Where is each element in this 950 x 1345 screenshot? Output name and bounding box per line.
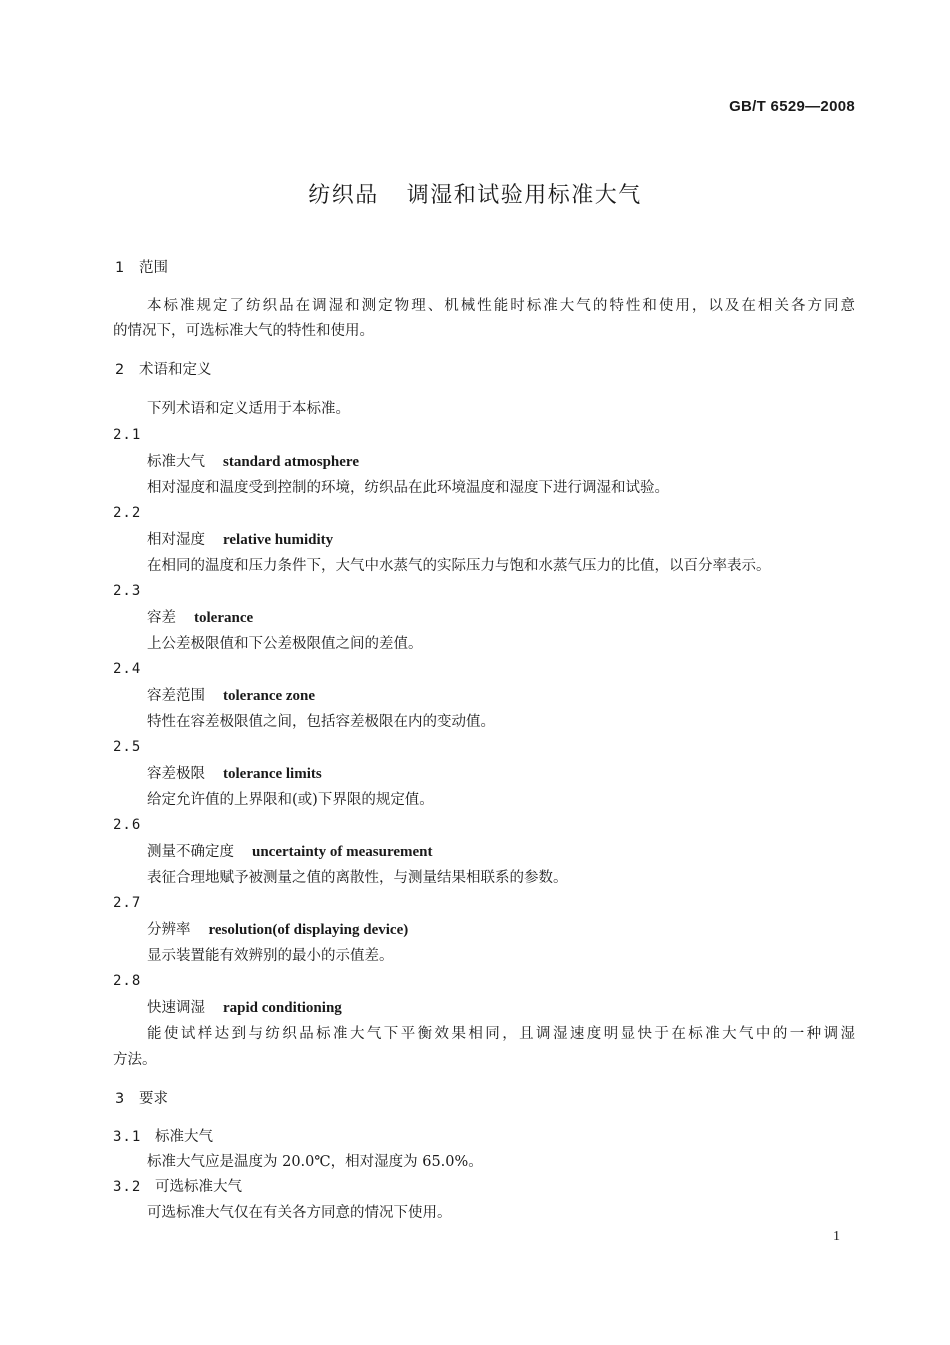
term-zh: 相对湿度 [147, 532, 205, 548]
clause-number: 2.3 [113, 583, 142, 599]
subsection-title: 标准大气 [155, 1129, 213, 1145]
term-definition: 上公差极限值和下公差极限值之间的差值。 [147, 636, 423, 652]
subsection-3-2-text: 可选标准大气仅在有关各方同意的情况下使用。 [147, 1205, 452, 1221]
section-1-paragraph-line-1: 本标准规定了纺织品在调湿和测定物理、机械性能时标准大气的特性和使用，以及在相关各方同意 [147, 298, 855, 314]
clause-number: 2.2 [113, 505, 142, 521]
term-definition: 在相同的温度和压力条件下，大气中水蒸气的实际压力与饱和水蒸气压力的比值，以百分率表示。 [147, 558, 771, 574]
term-heading [147, 998, 342, 1018]
clause-number: 2.7 [113, 895, 142, 911]
term-en: uncertainty of measurement [252, 844, 433, 860]
section-number: 1 [115, 260, 125, 276]
subsection-number: 3.1 [113, 1129, 142, 1145]
term-en: resolution(of displaying device) [208, 922, 409, 938]
section-title: 术语和定义 [139, 362, 212, 378]
section-1-heading [115, 258, 168, 278]
term-heading [147, 764, 322, 784]
term-zh: 容差极限 [147, 766, 205, 782]
term-definition: 表征合理地赋予被测量之值的离散性，与测量结果相联系的参数。 [147, 870, 568, 886]
section-number: 3 [115, 1091, 125, 1107]
section-number: 2 [115, 362, 125, 378]
term-definition: 相对湿度和温度受到控制的环境，纺织品在此环境温度和湿度下进行调湿和试验。 [147, 480, 669, 496]
clause-number: 2.6 [113, 817, 142, 833]
term-en: rapid conditioning [223, 1000, 342, 1016]
term-heading [147, 452, 359, 472]
subsection-title: 可选标准大气 [155, 1179, 242, 1195]
term-heading [147, 530, 333, 550]
subsection-3-2-heading [113, 1177, 242, 1197]
term-en: tolerance [194, 610, 254, 626]
section-title: 要求 [139, 1091, 168, 1107]
term-definition: 特性在容差极限值之间，包括容差极限在内的变动值。 [147, 714, 495, 730]
clause-number: 2.4 [113, 661, 142, 677]
term-definition-continued: 方法。 [113, 1052, 157, 1068]
document-title [0, 178, 950, 209]
term-heading [147, 920, 408, 940]
section-3-heading [115, 1089, 168, 1109]
term-en: standard atmosphere [223, 454, 359, 470]
section-2-heading [115, 360, 212, 380]
term-definition: 给定允许值的上界限和(或)下界限的规定值。 [147, 792, 434, 808]
term-zh: 分辨率 [147, 922, 191, 938]
term-definition: 显示装置能有效辨别的最小的示值差。 [147, 948, 394, 964]
subsection-number: 3.2 [113, 1179, 142, 1195]
clause-number: 2.8 [113, 973, 142, 989]
term-en: tolerance zone [223, 688, 316, 704]
subsection-3-1-text: 标准大气应是温度为 20.0℃，相对湿度为 65.0%。 [147, 1154, 483, 1170]
term-zh: 容差范围 [147, 688, 205, 704]
term-definition: 能使试样达到与纺织品标准大气下平衡效果相同，且调湿速度明显快于在标准大气中的一种调湿 [147, 1026, 855, 1042]
page-number: 1 [833, 1229, 840, 1244]
term-heading [147, 686, 315, 706]
document-code: GB/T 6529—2008 [729, 98, 855, 115]
title-part-2: 调湿和试验用标准大气 [406, 183, 642, 208]
term-zh: 标准大气 [147, 454, 205, 470]
subsection-3-1-heading [113, 1127, 213, 1147]
section-title: 范围 [139, 260, 168, 276]
term-en: relative humidity [223, 532, 334, 548]
title-part-1: 纺织品 [308, 183, 379, 208]
term-en: tolerance limits [223, 766, 322, 782]
term-zh: 容差 [147, 610, 176, 626]
term-zh: 测量不确定度 [147, 844, 234, 860]
clause-number: 2.1 [113, 427, 142, 443]
clause-number: 2.5 [113, 739, 142, 755]
term-zh: 快速调湿 [147, 1000, 205, 1016]
section-1-paragraph-line-2: 的情况下，可选标准大气的特性和使用。 [113, 323, 374, 339]
term-heading [147, 608, 253, 628]
term-heading [147, 842, 433, 862]
section-2-intro: 下列术语和定义适用于本标准。 [147, 401, 350, 417]
